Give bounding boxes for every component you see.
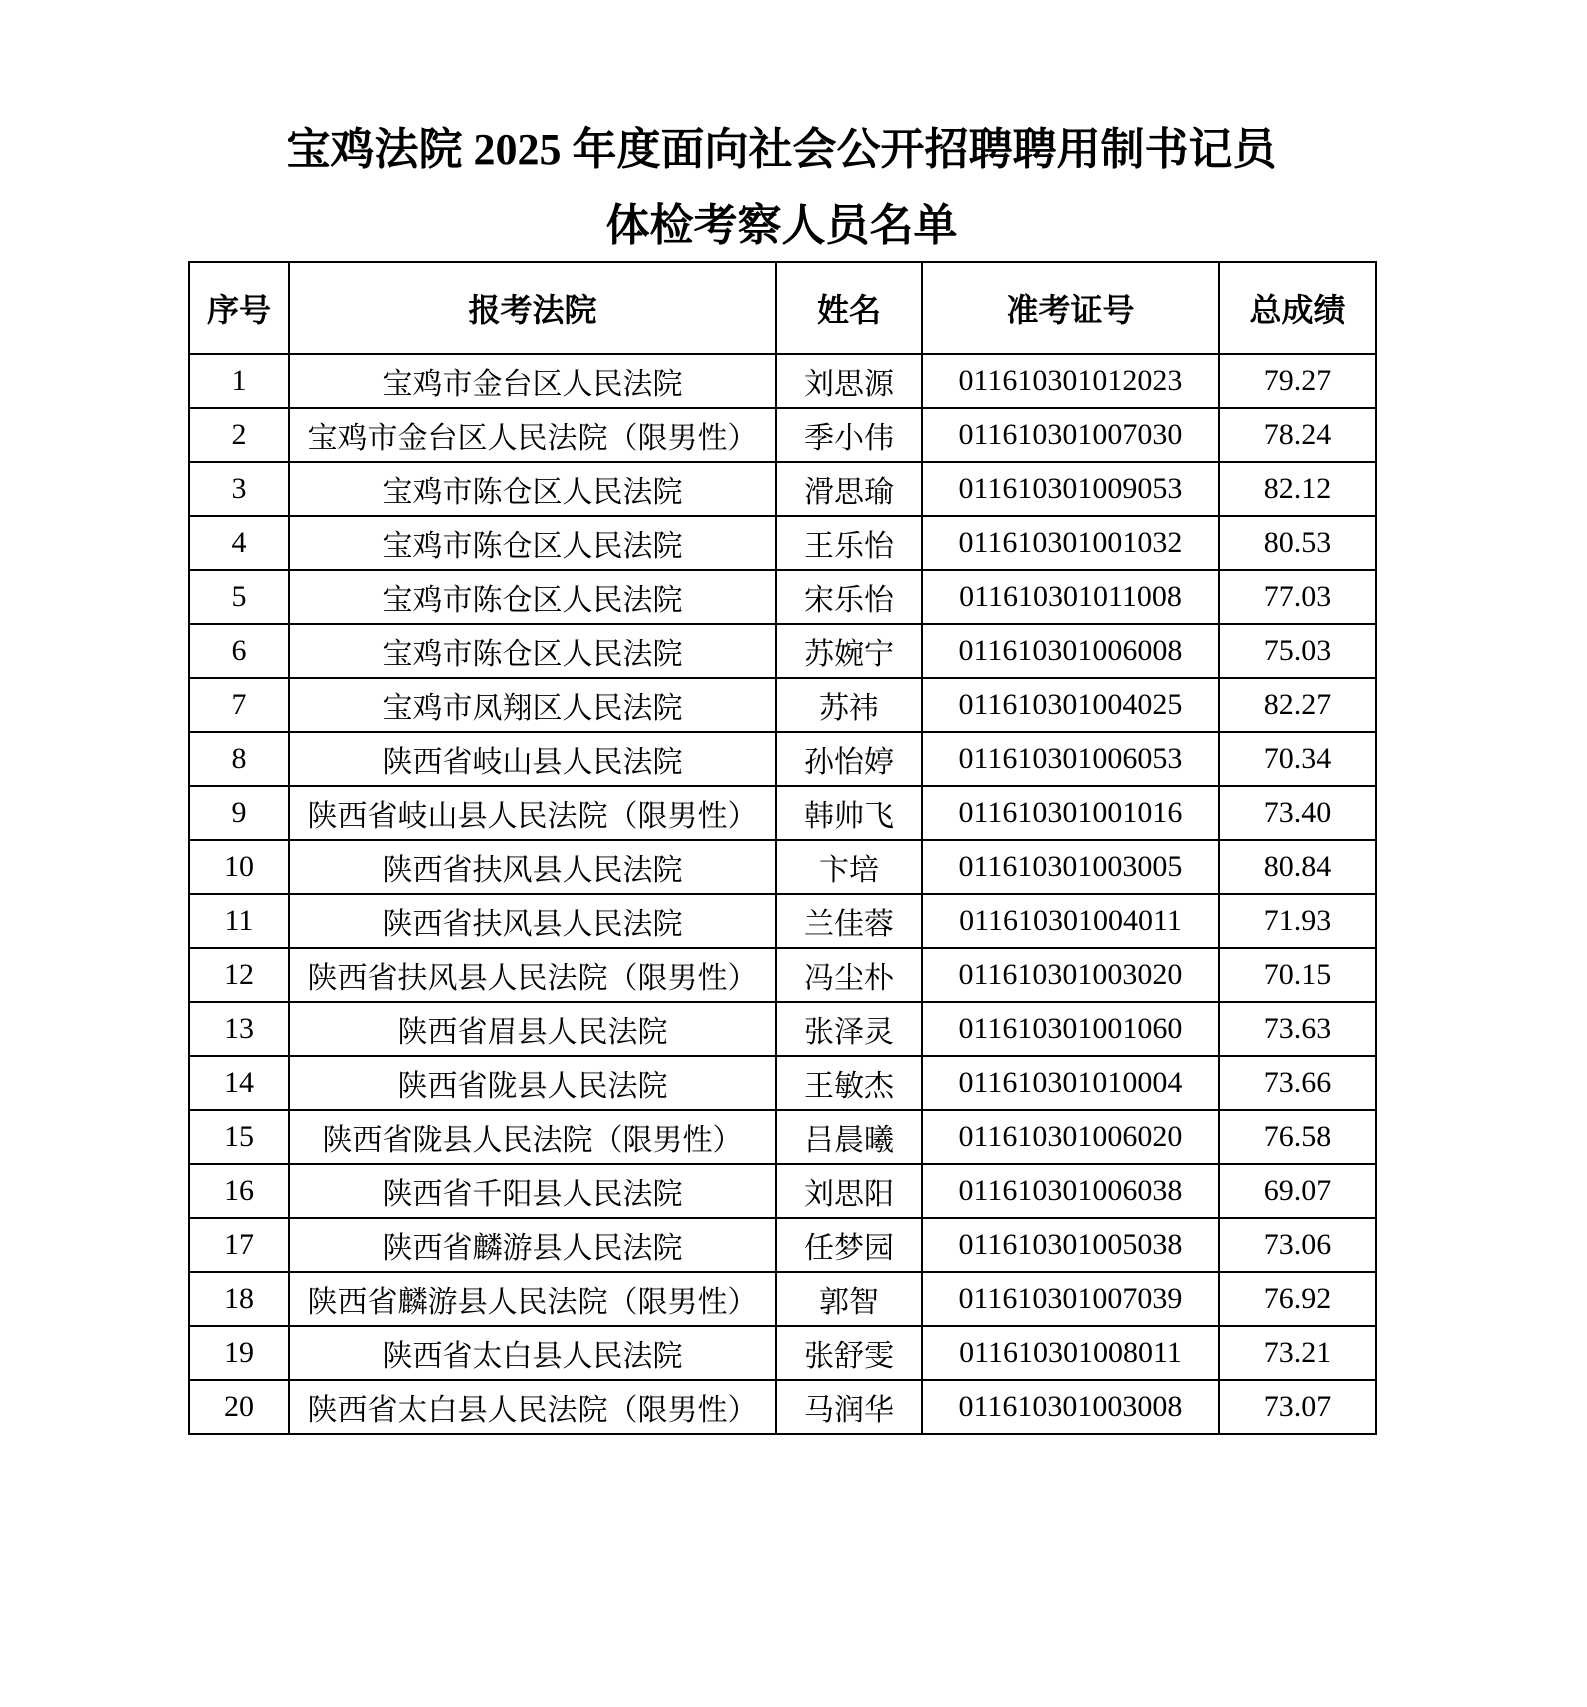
court-name: 陕西省陇县人民法院 <box>289 1056 776 1110</box>
candidate-name: 苏祎 <box>776 678 922 732</box>
candidate-name: 张舒雯 <box>776 1326 922 1380</box>
row-index: 6 <box>189 624 289 678</box>
exam-number: 011610301001016 <box>922 786 1219 840</box>
court-name: 宝鸡市金台区人民法院（限男性） <box>289 408 776 462</box>
table-row <box>189 948 1376 1002</box>
exam-number: 011610301011008 <box>922 570 1219 624</box>
exam-number: 011610301001060 <box>922 1002 1219 1056</box>
exam-number: 011610301007039 <box>922 1272 1219 1326</box>
table-row <box>189 1110 1376 1164</box>
total-score: 76.58 <box>1219 1110 1376 1164</box>
col-header-court: 报考法院 <box>289 262 776 354</box>
total-score: 73.21 <box>1219 1326 1376 1380</box>
total-score: 80.53 <box>1219 516 1376 570</box>
candidate-name: 王乐怡 <box>776 516 922 570</box>
candidates-table <box>188 261 1377 1435</box>
row-index: 10 <box>189 840 289 894</box>
total-score: 73.40 <box>1219 786 1376 840</box>
candidate-name: 刘思源 <box>776 354 922 408</box>
court-name: 陕西省麟游县人民法院 <box>289 1218 776 1272</box>
exam-number: 011610301009053 <box>922 462 1219 516</box>
exam-number: 011610301003020 <box>922 948 1219 1002</box>
total-score: 79.27 <box>1219 354 1376 408</box>
row-index: 4 <box>189 516 289 570</box>
total-score: 73.63 <box>1219 1002 1376 1056</box>
total-score: 73.07 <box>1219 1380 1376 1434</box>
court-name: 陕西省岐山县人民法院（限男性） <box>289 786 776 840</box>
exam-number: 011610301006008 <box>922 624 1219 678</box>
exam-number: 011610301010004 <box>922 1056 1219 1110</box>
candidate-name: 吕晨曦 <box>776 1110 922 1164</box>
row-index: 17 <box>189 1218 289 1272</box>
candidate-name: 季小伟 <box>776 408 922 462</box>
table-row <box>189 408 1376 462</box>
total-score: 70.15 <box>1219 948 1376 1002</box>
row-index: 3 <box>189 462 289 516</box>
court-name: 陕西省眉县人民法院 <box>289 1002 776 1056</box>
document-page <box>0 126 1587 1707</box>
exam-number: 011610301001032 <box>922 516 1219 570</box>
row-index: 14 <box>189 1056 289 1110</box>
candidate-name: 王敏杰 <box>776 1056 922 1110</box>
court-name: 陕西省扶风县人民法院 <box>289 840 776 894</box>
court-name: 陕西省扶风县人民法院（限男性） <box>289 948 776 1002</box>
candidate-name: 滑思瑜 <box>776 462 922 516</box>
table-row <box>189 1380 1376 1434</box>
table-row <box>189 516 1376 570</box>
row-index: 9 <box>189 786 289 840</box>
table-row <box>189 1056 1376 1110</box>
exam-number: 011610301004011 <box>922 894 1219 948</box>
total-score: 75.03 <box>1219 624 1376 678</box>
row-index: 8 <box>189 732 289 786</box>
table-row <box>189 1218 1376 1272</box>
row-index: 13 <box>189 1002 289 1056</box>
table-row <box>189 678 1376 732</box>
table-row <box>189 462 1376 516</box>
total-score: 80.84 <box>1219 840 1376 894</box>
page-title-line-2: 体检考察人员名单 <box>605 201 958 251</box>
table-row <box>189 354 1376 408</box>
court-name: 宝鸡市陈仓区人民法院 <box>289 462 776 516</box>
document-title <box>188 126 1375 251</box>
candidate-name: 孙怡婷 <box>776 732 922 786</box>
col-header-exam-number: 准考证号 <box>922 262 1219 354</box>
table-row <box>189 840 1376 894</box>
exam-number: 011610301003005 <box>922 840 1219 894</box>
court-name: 陕西省扶风县人民法院 <box>289 894 776 948</box>
col-header-total-score: 总成绩 <box>1219 262 1376 354</box>
table-row <box>189 732 1376 786</box>
row-index: 18 <box>189 1272 289 1326</box>
total-score: 73.66 <box>1219 1056 1376 1110</box>
total-score: 76.92 <box>1219 1272 1376 1326</box>
total-score: 69.07 <box>1219 1164 1376 1218</box>
candidate-name: 郭智 <box>776 1272 922 1326</box>
candidate-name: 马润华 <box>776 1380 922 1434</box>
candidate-name: 任梦园 <box>776 1218 922 1272</box>
col-header-index: 序号 <box>189 262 289 354</box>
table-row <box>189 786 1376 840</box>
candidate-name: 冯尘朴 <box>776 948 922 1002</box>
candidate-name: 卞培 <box>776 840 922 894</box>
court-name: 宝鸡市凤翔区人民法院 <box>289 678 776 732</box>
row-index: 5 <box>189 570 289 624</box>
total-score: 71.93 <box>1219 894 1376 948</box>
page-title-line-1: 宝鸡法院 2025 年度面向社会公开招聘聘用制书记员 <box>286 125 1277 174</box>
candidate-name: 宋乐怡 <box>776 570 922 624</box>
table-body <box>189 354 1376 1434</box>
total-score: 70.34 <box>1219 732 1376 786</box>
row-index: 1 <box>189 354 289 408</box>
exam-number: 011610301008011 <box>922 1326 1219 1380</box>
court-name: 陕西省麟游县人民法院（限男性） <box>289 1272 776 1326</box>
candidate-name: 刘思阳 <box>776 1164 922 1218</box>
table-header-row <box>189 262 1376 354</box>
exam-number: 011610301005038 <box>922 1218 1219 1272</box>
row-index: 11 <box>189 894 289 948</box>
row-index: 16 <box>189 1164 289 1218</box>
court-name: 陕西省陇县人民法院（限男性） <box>289 1110 776 1164</box>
court-name: 宝鸡市金台区人民法院 <box>289 354 776 408</box>
total-score: 73.06 <box>1219 1218 1376 1272</box>
row-index: 7 <box>189 678 289 732</box>
exam-number: 011610301004025 <box>922 678 1219 732</box>
exam-number: 011610301006020 <box>922 1110 1219 1164</box>
table-row <box>189 624 1376 678</box>
exam-number: 011610301007030 <box>922 408 1219 462</box>
total-score: 82.27 <box>1219 678 1376 732</box>
exam-number: 011610301006053 <box>922 732 1219 786</box>
court-name: 陕西省岐山县人民法院 <box>289 732 776 786</box>
table-row <box>189 570 1376 624</box>
candidate-name: 苏婉宁 <box>776 624 922 678</box>
court-name: 宝鸡市陈仓区人民法院 <box>289 570 776 624</box>
col-header-name: 姓名 <box>776 262 922 354</box>
table-row <box>189 1164 1376 1218</box>
exam-number: 011610301006038 <box>922 1164 1219 1218</box>
court-name: 陕西省太白县人民法院 <box>289 1326 776 1380</box>
row-index: 2 <box>189 408 289 462</box>
table-row <box>189 894 1376 948</box>
total-score: 77.03 <box>1219 570 1376 624</box>
row-index: 12 <box>189 948 289 1002</box>
row-index: 20 <box>189 1380 289 1434</box>
total-score: 78.24 <box>1219 408 1376 462</box>
court-name: 宝鸡市陈仓区人民法院 <box>289 516 776 570</box>
table-row <box>189 1272 1376 1326</box>
total-score: 82.12 <box>1219 462 1376 516</box>
table-row <box>189 1326 1376 1380</box>
candidate-name: 张泽灵 <box>776 1002 922 1056</box>
court-name: 宝鸡市陈仓区人民法院 <box>289 624 776 678</box>
candidate-name: 韩帅飞 <box>776 786 922 840</box>
row-index: 19 <box>189 1326 289 1380</box>
candidate-name: 兰佳蓉 <box>776 894 922 948</box>
court-name: 陕西省千阳县人民法院 <box>289 1164 776 1218</box>
exam-number: 011610301012023 <box>922 354 1219 408</box>
table-row <box>189 1002 1376 1056</box>
exam-number: 011610301003008 <box>922 1380 1219 1434</box>
row-index: 15 <box>189 1110 289 1164</box>
court-name: 陕西省太白县人民法院（限男性） <box>289 1380 776 1434</box>
